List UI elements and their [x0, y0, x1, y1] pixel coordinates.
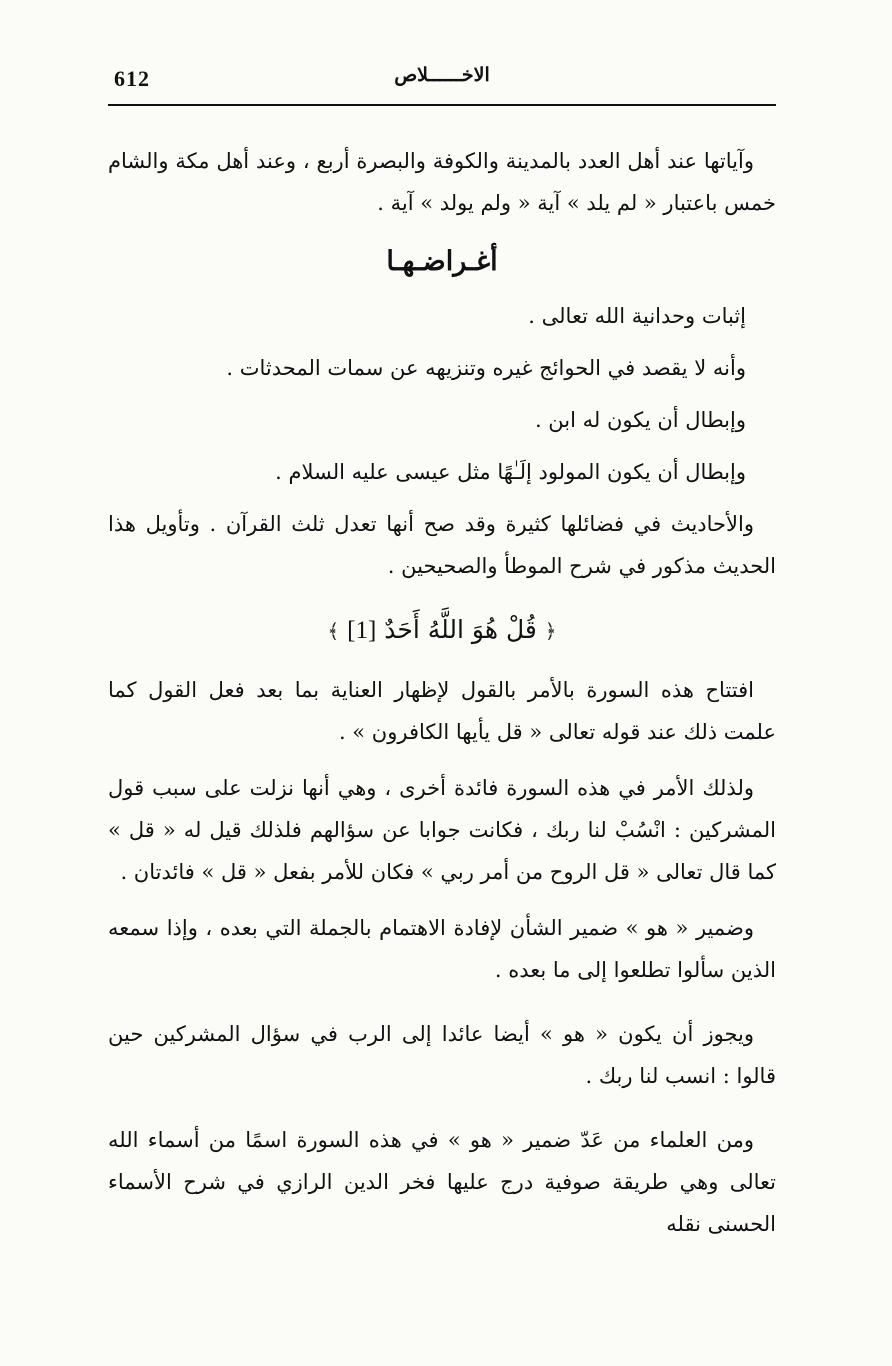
paragraph-commentary: افتتاح هذه السورة بالأمر بالقول لإظهار العناية بما بعد فعل القول كما علمت ذلك عند قوله تعالى « قل يأيها الكافرون » .: [108, 678, 776, 744]
page-header: [108, 62, 776, 102]
header-rule: [108, 104, 776, 106]
verse-text: قُلْ هُوَ اللَّهُ أَحَدٌ: [384, 615, 537, 644]
section-heading: أغـراضـهـا: [386, 246, 498, 277]
paragraph-commentary: ولذلك الأمر في هذه السورة فائدة أخرى ، وهي أنها نزلت على سبب قول المشركين : انْسُبْ لنا ربك ، فكانت جوابا عن سؤالهم فلذلك قيل له « قل » كما قال تعالى « قل الروح من أمر ربي » فكان للأمر بفعل « قل » فائدتان .: [108, 776, 776, 884]
page-number: 612: [114, 66, 150, 91]
verse-number: [1]: [347, 617, 377, 644]
verse-close-ornament: ﴾: [327, 619, 340, 643]
quran-verse: [108, 615, 776, 645]
purpose-item: وإبطال أن يكون المولود إلَـٰهًا مثل عيسى عليه السلام .: [275, 460, 746, 484]
paragraph-verse-count: وآياتها عند أهل العدد بالمدينة والكوفة والبصرة أربع ، وعند أهل مكة والشام خمس باعتبار « لم يلد » آية « ولم يولد » آية .: [108, 149, 776, 215]
purpose-item: وأنه لا يقصد في الحوائج غيره وتنزيهه عن سمات المحدثات .: [226, 356, 746, 380]
paragraph-virtues: والأحاديث في فضائلها كثيرة وقد صح أنها تعدل ثلث القرآن . وتأويل هذا الحديث مذكور في شرح الموطأ والصحيحين .: [108, 512, 776, 578]
verse-open-ornament: ﴿: [544, 619, 557, 643]
paragraph-commentary: ومن العلماء من عَدّ ضمير « هو » في هذه السورة اسمًا من أسماء الله تعالى وهي طريقة صوفية درج عليها فخر الدين الرازي في شرح الأسماء الحسنى نقله: [108, 1128, 776, 1236]
purpose-item: وإبطال أن يكون له ابن .: [534, 408, 746, 432]
paragraph-commentary: وضمير « هو » ضمير الشأن لإفادة الاهتمام بالجملة التي بعده ، وإذا سمعه الذين سألوا تطلعوا إلى ما بعده .: [108, 916, 776, 982]
running-title: الاخــــــلاص: [394, 64, 490, 86]
purpose-item: إثبات وحدانية الله تعالى .: [528, 304, 746, 328]
paragraph-commentary: ويجوز أن يكون « هو » أيضا عائدا إلى الرب في سؤال المشركين حين قالوا : انسب لنا ربك .: [108, 1022, 776, 1088]
page-body: [108, 140, 776, 1245]
